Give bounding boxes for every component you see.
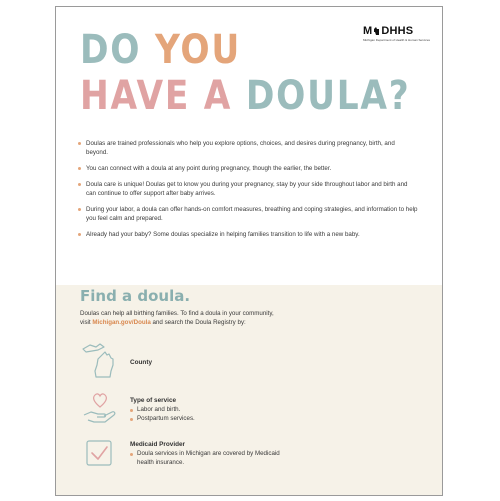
- bullet-item: You can connect with a doula at any point during pregnancy, though the earlier, the better.: [78, 164, 418, 173]
- heart-hand-icon: [80, 389, 122, 427]
- headline-do: DO: [80, 27, 142, 73]
- find-a-doula-section: [56, 285, 442, 495]
- find-intro: Doulas can help all birthing families. To find a doula in your community, visit Michigan.gov/Doula and search the Doula Registry by:: [80, 310, 274, 326]
- info-bullets: [78, 139, 418, 246]
- list-item: Doula services in Michigan are covered by Medicaid health insurance.: [130, 450, 290, 467]
- list-item: Labor and birth.: [130, 406, 370, 415]
- bullet-item: Already had your baby? Some doulas specialize in helping families transition to life with a new baby.: [78, 230, 418, 239]
- headline-have-a: HAVE A: [80, 73, 233, 119]
- headline-doula: DOULA?: [245, 73, 411, 119]
- item-title: County: [130, 359, 153, 366]
- list-item: Postpartum services.: [130, 415, 370, 424]
- checkbox-icon: [80, 437, 122, 475]
- headline-you: YOU: [154, 27, 241, 73]
- doula-registry-link[interactable]: Michigan.gov/Doula: [92, 319, 151, 326]
- item-title: Type of service: [130, 397, 177, 404]
- find-title: Find a doula.: [80, 287, 191, 305]
- flyer-page: [55, 6, 443, 496]
- logo-text-dhhs: DHHS: [381, 25, 414, 37]
- michigan-map-icon: [80, 341, 122, 381]
- item-title: Medicaid Provider: [130, 441, 186, 448]
- bullet-item: Doula care is unique! Doulas get to know you during your pregnancy, stay by your side throughout labor and birth and can continue to offer support after baby arrives.: [78, 180, 418, 198]
- headline: [80, 27, 443, 119]
- logo-subtitle: Michigan Department of Health & Human Services: [362, 38, 430, 42]
- logo-text-m: M: [362, 25, 373, 37]
- bullet-item: Doulas are trained professionals who help you explore options, choices, and desires during pregnancy, birth, and beyond.: [78, 139, 418, 157]
- bullet-item: During your labor, a doula can offer hands-on comfort measures, breathing and coping strategies, and information to help you feel calm and prepared.: [78, 205, 418, 223]
